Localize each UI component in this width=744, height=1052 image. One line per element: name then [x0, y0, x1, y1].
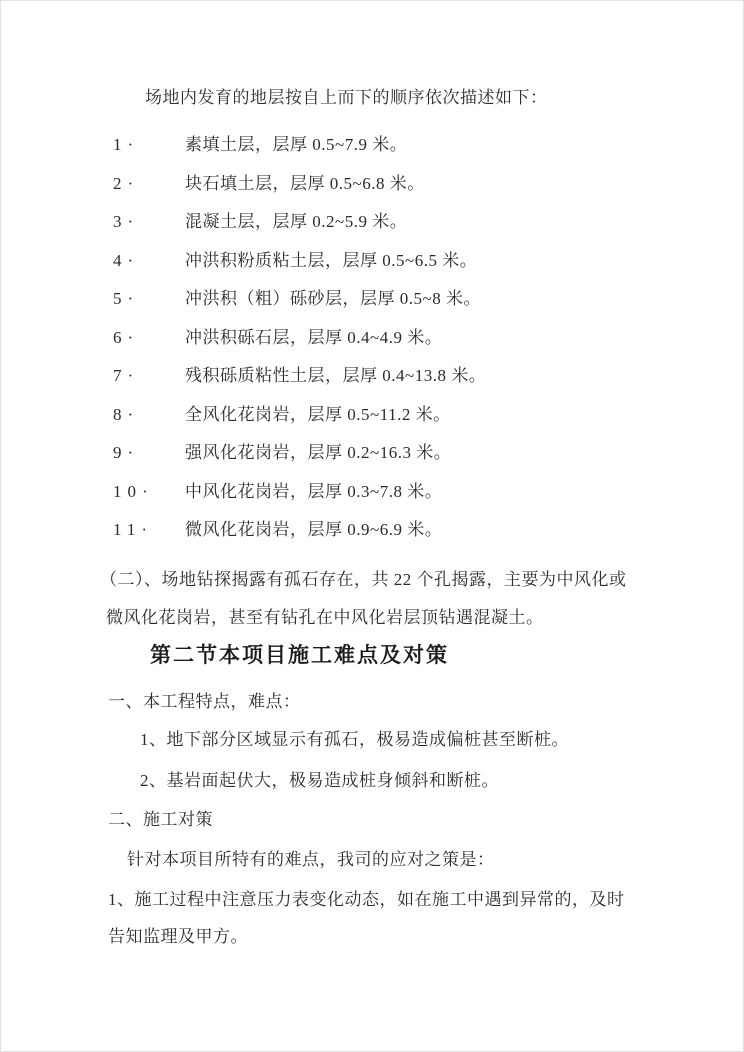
difficulties-title: 一、本工程特点，难点： — [108, 692, 301, 711]
list-marker: 8· — [113, 405, 140, 424]
countermeasures-item1-line2: 告知监理及甲方。 — [108, 927, 248, 946]
layer-text: 全风化花岗岩，层厚 0.5~11.2 米。 — [185, 405, 451, 424]
layer-text: 块石填土层，层厚 0.5~6.8 米。 — [185, 174, 425, 193]
section-heading: 第二节本项目施工难点及对策 — [150, 643, 449, 667]
countermeasures-title: 二、施工对策 — [108, 810, 213, 829]
list-marker: 3· — [113, 212, 140, 231]
list-marker: 4· — [113, 251, 140, 270]
countermeasures-intro: 针对本项目所特有的难点，我司的应对之策是： — [127, 850, 495, 869]
layer-list-item — [113, 135, 407, 155]
layer-text: 残积砾质粘性土层，层厚 0.4~13.8 米。 — [185, 366, 487, 385]
layer-list-item — [113, 328, 442, 348]
layer-list-item — [113, 174, 425, 194]
layer-text: 冲洪积（粗）砾砂层，层厚 0.5~8 米。 — [185, 289, 481, 308]
layer-list-item — [113, 212, 407, 232]
list-marker: 6· — [113, 328, 140, 347]
layer-list-item — [113, 520, 442, 540]
boulder-paragraph-line2: 微风化花岗岩，甚至有钻孔在中风化岩层顶钻遇混凝土。 — [106, 608, 544, 627]
difficulties-item1: 1、地下部分区域显示有孤石，极易造成偏桩甚至断桩。 — [140, 730, 569, 749]
list-marker: 11· — [113, 520, 154, 539]
layer-list-item — [113, 482, 442, 502]
list-marker: 7· — [113, 366, 140, 385]
layer-list-item — [113, 251, 477, 271]
layer-list-item — [113, 443, 451, 463]
boulder-paragraph-line1: （二）、场地钻探揭露有孤石存在，共 22 个孔揭露，主要为中风化或 — [100, 570, 627, 589]
layer-text: 中风化花岗岩，层厚 0.3~7.8 米。 — [185, 482, 443, 501]
countermeasures-item1-line1: 1、施工过程中注意压力表变化动态，如在施工中遇到异常的，及时 — [108, 890, 625, 909]
difficulties-item2: 2、基岩面起伏大，极易造成桩身倾斜和断桩。 — [140, 771, 499, 790]
layer-text: 强风化花岗岩，层厚 0.2~16.3 米。 — [185, 443, 452, 462]
layer-text: 冲洪积粉质粘土层，层厚 0.5~6.5 米。 — [185, 251, 478, 270]
layer-text: 微风化花岗岩，层厚 0.9~6.9 米。 — [185, 520, 443, 539]
layer-list-item — [113, 289, 481, 309]
layer-text: 冲洪积砾石层，层厚 0.4~4.9 米。 — [185, 328, 443, 347]
layer-text: 素填土层，层厚 0.5~7.9 米。 — [185, 135, 408, 154]
layer-list-item — [113, 366, 486, 386]
layer-text: 混凝土层，层厚 0.2~5.9 米。 — [185, 212, 408, 231]
intro-paragraph: 场地内发育的地层按自上而下的顺序依次描述如下： — [145, 88, 548, 107]
list-marker: 9· — [113, 443, 140, 462]
list-marker: 10· — [113, 482, 154, 501]
list-marker: 5· — [113, 289, 140, 308]
list-marker: 2· — [113, 174, 140, 193]
layer-list-item — [113, 405, 451, 425]
list-marker: 1· — [113, 135, 140, 154]
